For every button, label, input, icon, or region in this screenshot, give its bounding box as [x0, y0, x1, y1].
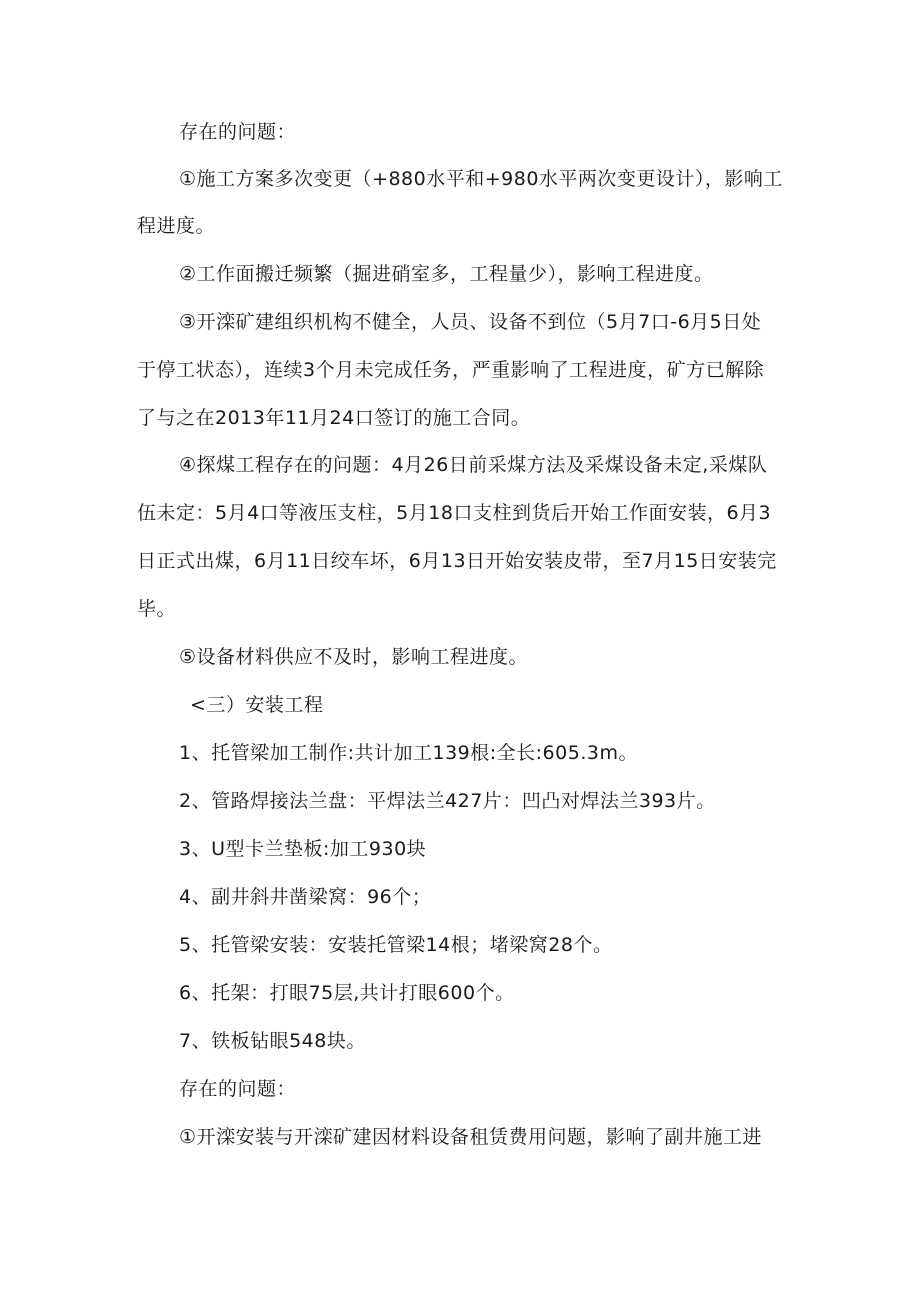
problem-item-4-line-1: ④探煤工程存在的问题：4月26日前采煤方法及采煤设备未定,采煤队	[179, 454, 768, 476]
install-item-7: 7、铁板钻眼548块。	[179, 1030, 366, 1052]
install-item-5: 5、托管梁安装：安装托管梁14根；堵梁窝28个。	[179, 934, 613, 956]
install-item-2: 2、管路焊接法兰盘：平焊法兰427片：凹凸对焊法兰393片。	[179, 790, 716, 812]
problem-item-3-line-3: 了与之在2013年11月24口签订的施工合同。	[137, 407, 531, 429]
problem-item-2-1: ①开滦安装与开滦矿建因材料设备租赁费用问题，影响了副井施工进	[179, 1126, 763, 1148]
problem-item-2: ②工作面搬迁频繁（掘进硝室多，工程量少），影响工程进度。	[179, 263, 714, 285]
problem-item-3-line-2: 于停工状态），连续3个月未完成任务，严重影响了工程进度，矿方已解除	[137, 359, 765, 381]
install-item-4: 4、副井斜井凿梁窝：96个；	[179, 886, 432, 908]
problem-item-4-line-4: 毕。	[137, 598, 177, 620]
problem-item-4-line-3: 日正式出煤，6月11日绞车坏，6月13日开始安装皮带，至7月15日安装完	[137, 550, 777, 572]
heading-problems-2: 存在的问题：	[179, 1078, 297, 1100]
install-item-1: 1、托管梁加工制作:共计加工139根:全长:605.3m。	[179, 742, 638, 764]
install-item-6: 6、托架：打眼75层,共计打眼600个。	[179, 982, 515, 1004]
problem-item-4-line-2: 伍未定：5月4口等液压支柱，5月18口支柱到货后开始工作面安装，6月3	[137, 502, 772, 524]
install-item-3: 3、U型卡兰垫板:加工930块	[179, 838, 427, 860]
section-heading-installation: <三）安装工程	[190, 694, 324, 716]
problem-item-1-line-1: ①施工方案多次变更（+880水平和+980水平两次变更设计），影响工	[179, 168, 783, 190]
problem-item-3-line-1: ③开滦矿建组织机构不健全，人员、设备不到位（5月7口-6月5日处	[179, 311, 762, 333]
problem-item-5: ⑤设备材料供应不及时，影响工程进度。	[179, 646, 529, 668]
heading-problems-1: 存在的问题：	[179, 121, 297, 143]
problem-item-1-line-2: 程进度。	[137, 215, 216, 237]
